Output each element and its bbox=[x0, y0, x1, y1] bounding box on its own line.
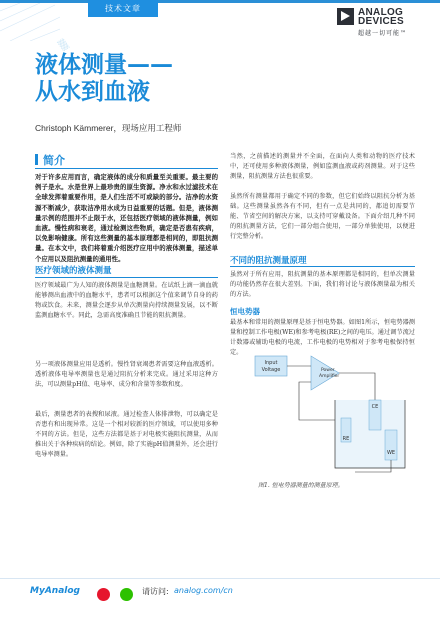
section-divider-impedance bbox=[230, 266, 415, 267]
article-title bbox=[35, 52, 173, 106]
amplifier-label-1: Power bbox=[321, 368, 335, 373]
logo-tagline: 超越一切可能™ bbox=[358, 30, 408, 37]
re-label: RE bbox=[342, 436, 350, 442]
section-heading-medical: 医疗领域的液体测量 bbox=[35, 266, 112, 276]
intro-heading-text: 简介 bbox=[43, 154, 65, 167]
title-line1: 液体测量—— bbox=[35, 52, 173, 78]
right-paragraph-2: 虽然所有测量都用于确定不同的参数，但它们始终以阻抗分析为基础。这些测量虽然各有不同，但有一点是共同的，都追切需要节能、节省空间的解决方案，以支持可穿戴设备。下面介绍几种不同的阻抗测量方法，它们一部分组合使用，一部分单独使用，以便进行完整分析。 bbox=[230, 193, 415, 240]
potentiostat-paragraph: 最基本和常用的测量原理是基于恒电势器。如图1所示，恒电势器测量和控制工作电极(WE)和参考电极(RE)之间的电压。通过调节流过计数器或辅助电极的电流，工作电极的电势相对于参考电极保持恒定。 bbox=[230, 319, 415, 356]
section-divider-medical bbox=[35, 277, 218, 278]
wire-amp-to-ce bbox=[339, 373, 375, 400]
wire-re-feedback bbox=[299, 382, 335, 420]
ce-label: CE bbox=[371, 404, 379, 410]
header-stripe bbox=[0, 0, 440, 3]
subsection-heading-potentiostat: 恒电势器 bbox=[230, 307, 260, 316]
website-link[interactable]: analog.com/cn bbox=[174, 586, 233, 595]
intro-divider bbox=[35, 168, 218, 169]
medical-paragraph-1: 医疗领域最广为人知的液体测量是血糖测量。在试纸上滴一滴血就能够测出血液中的血糖水平，患者可以根据这个值来调节自身的药物或饮食。未来，测量会逐步从单次测量向持续测量发展，以不断监测血糖水平。同此，急需高度准确且节能的阻抗测量。 bbox=[35, 282, 218, 319]
we-label: WE bbox=[386, 450, 396, 456]
logo-line2: DEVICES bbox=[358, 16, 405, 27]
footer-divider bbox=[0, 578, 440, 579]
myanalog-brand[interactable]: MyAnalog bbox=[30, 586, 80, 596]
watermark: ▒ bbox=[57, 38, 71, 53]
input-voltage-label-2: Voltage bbox=[261, 367, 281, 373]
analog-devices-logo[interactable] bbox=[337, 8, 437, 48]
medical-paragraph-3: 最后，测量患者的表搜和尿液。通过检查人体排泄物，可以确定是否患有和出现异常。这是一个相对较新的医疗领域，可以使用多种不同的方法。但是，这些方法都是基于对电极实施阻抗测量，从而推出关于各种疾病的结论。例如，除了实施pH值测量外，还会进行电导率测量。 bbox=[35, 411, 218, 458]
intro-heading bbox=[35, 152, 215, 167]
right-paragraph-1: 当然，之前描述的测量并不全面，在面向人类和动物的医疗技术中，还可使用多种液体测量，例如监测血液或药剂测量。对于这些测量，阻抗测量方法也很重要。 bbox=[230, 153, 415, 180]
power-amplifier-symbol bbox=[311, 356, 339, 390]
potentiostat-diagram bbox=[235, 350, 415, 475]
social-icons bbox=[97, 584, 138, 603]
article-type-tag: 技术文章 bbox=[88, 0, 158, 17]
input-voltage-label-1: Input bbox=[264, 360, 278, 366]
input-voltage-box bbox=[255, 356, 287, 376]
intro-paragraph: 对于许多应用而言，确定液体的成分和质量至关重要。最主要的例子是水。水是世界上最珍贵的原生资源。净水和水过滤技术在全球发挥着重要作用，是人们生活不可或缺的部分。洁净的水资源不断减少，获取洁净用水成为日益重要的话题。但是，液体测量示例的范围并不止限于水，还包括医疗领域的液体测量，例如血液。慢性病和衰老，通过检测这些物质，确定是否患有疾病，以免影响健康。所有这些测量的基本原理都是相同的，即阻抗测量。在本文中，我们将着重介绍医疗应用中的液体测量，描述单个应用以及阻抗测量的通用性。 bbox=[35, 173, 218, 263]
logo-triangle-icon bbox=[337, 8, 354, 25]
wechat-icon[interactable] bbox=[120, 588, 133, 601]
impedance-paragraph-1: 虽然对于所有应用，阻抗测量的基本原理都是相同的，但单次测量的功能仍然存在很大差别。下面，我们将讨论与液体测量最为相关的方法。 bbox=[230, 271, 415, 298]
corner-decoration bbox=[0, 3, 60, 41]
amplifier-label-2: Amplifier bbox=[319, 374, 340, 379]
medical-paragraph-2: 另一项液体测量应用是透析。慢性肾衰竭患者需要这种血液透析。透析液体电导率测量也是通过阻抗分析来完成。通过采用这种方法，可以测量pH值、电导率、成分和含量等参数和度。 bbox=[35, 361, 218, 388]
logo-line1: ANALOG bbox=[358, 7, 404, 18]
figure-caption: 图1. 恒电势器测量的测量原理。 bbox=[258, 482, 344, 489]
section-heading-impedance: 不同的阻抗测量原理 bbox=[230, 256, 307, 266]
title-line2: 从水到血液 bbox=[35, 79, 150, 105]
author-byline: Christoph Kämmerer，现场应用工程师 bbox=[35, 123, 182, 133]
weibo-icon[interactable] bbox=[97, 588, 110, 601]
intro-heading-bar bbox=[35, 154, 38, 165]
visit-label: 请访问: bbox=[142, 587, 169, 596]
